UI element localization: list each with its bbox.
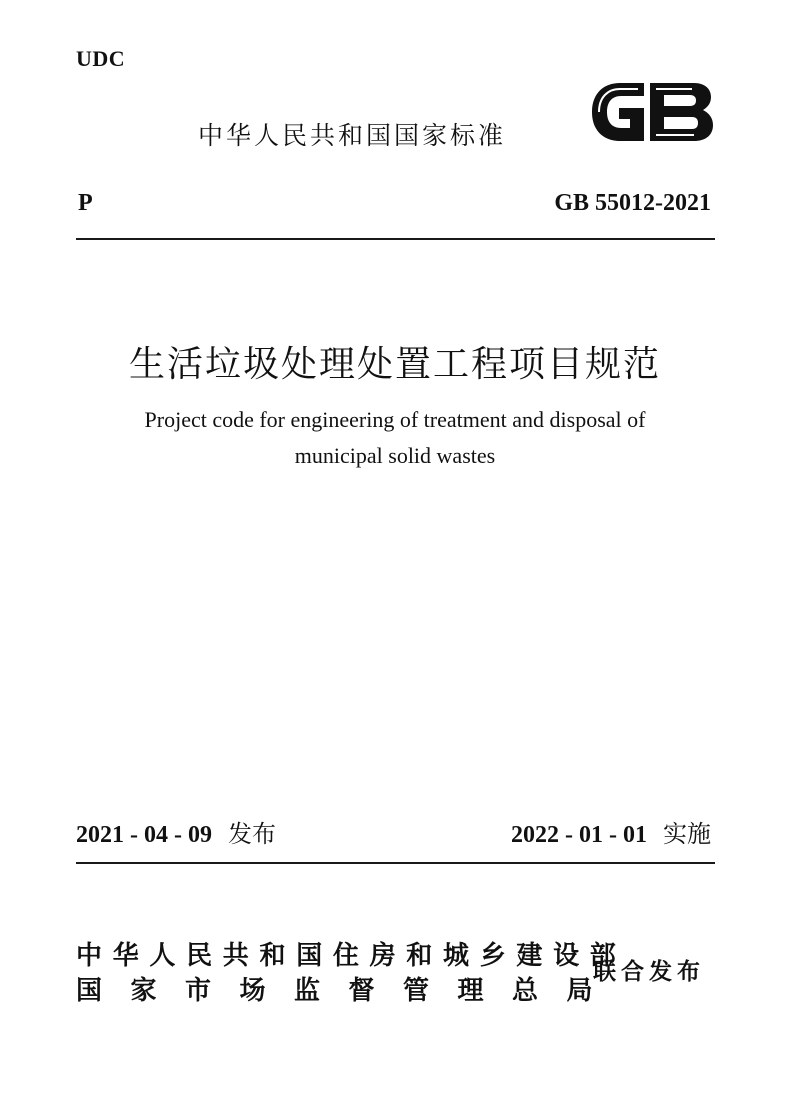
- footer-divider: [76, 862, 715, 864]
- publisher-1: 中华人民共和国住房和城乡建设部: [76, 941, 627, 971]
- document-title-en: [0, 402, 790, 474]
- implement-info: [511, 814, 711, 849]
- header-divider: [76, 238, 715, 240]
- national-standard-label: 中华人民共和国国家标准: [198, 121, 507, 150]
- implement-date: 2022 - 01 - 01: [511, 822, 647, 848]
- implement-label: 实施: [663, 820, 711, 848]
- document-title-cn: 生活垃圾处理处置工程项目规范: [128, 344, 661, 385]
- publisher-2: 国家市场监督管理总局: [76, 976, 622, 1006]
- standard-number: GB 55012-2021: [554, 190, 711, 216]
- title-en-line2: municipal solid wastes: [294, 443, 496, 468]
- issue-label: 发布: [227, 820, 276, 848]
- title-en-line1: Project code for engineering of treatment and disposal of: [144, 407, 646, 432]
- issue-date: 2021 - 04 - 09: [76, 822, 212, 848]
- issue-info: [76, 814, 276, 849]
- gb-logo: [586, 79, 716, 145]
- classification-code: P: [78, 190, 93, 216]
- udc-label: UDC: [76, 46, 126, 71]
- joint-publish-label: 联合发布: [593, 959, 705, 985]
